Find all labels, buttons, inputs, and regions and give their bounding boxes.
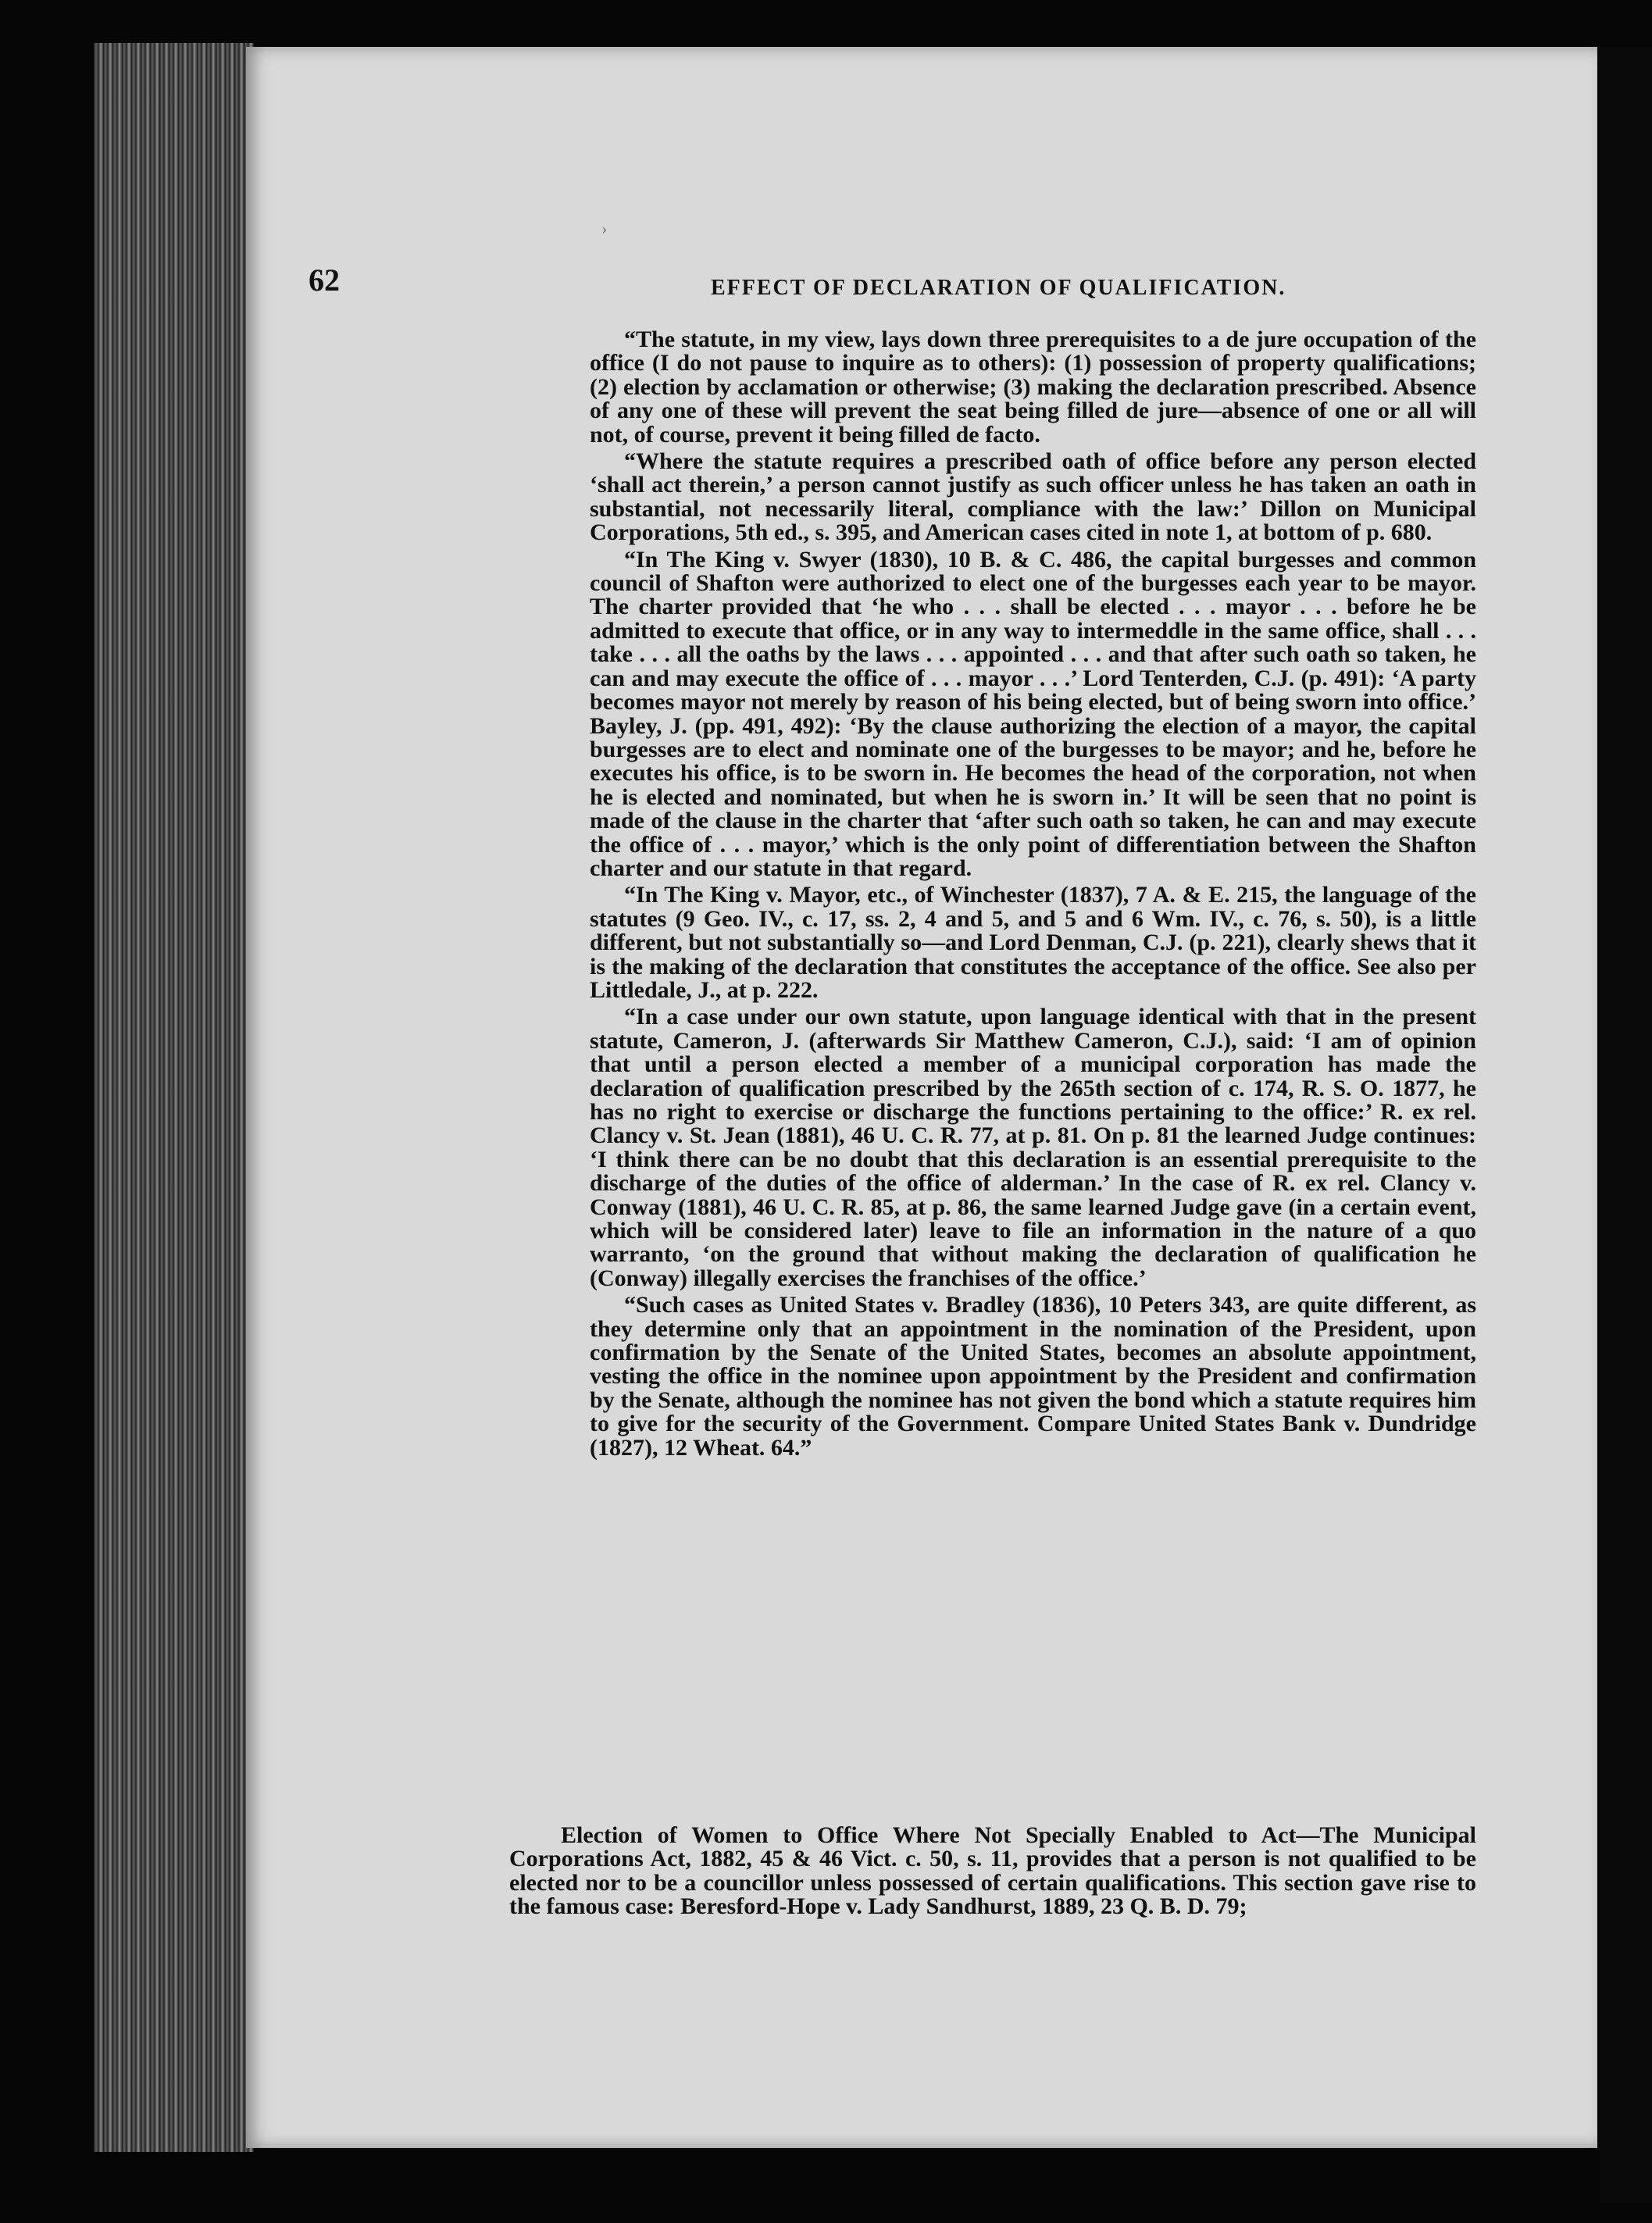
paragraph: “In a case under our own statute, upon language identical with that in the present statute, Cameron, J. (afterwards Sir Matthew Cameron, C.J.), said: ‘I am of opinion that until a person elected a member of a municipal corporation has made the declaration of qualification prescribed by the 265th section of c. 174, R. S. O. 1877, he has no right to exercise or discharge the functions pertaining to the office:’ R. ex rel. Clancy v. St. Jean (1881), 46 U. C. R. 77, at p. 81. On p. 81 the learned Judge continues: ‘I think there can be no doubt that this declaration is an essential prerequisite to the discharge of the duties of the office of alderman.’ In the case of R. ex rel. Clancy v. Conway (1881), 46 U. C. R. 85, at p. 86, the same learned Judge gave (in a certain event, which will be considered later) leave to file an information in the nature of a quo warranto, ‘on the ground that without making the declaration of qualification he (Conway) illegally exercises the franchises of the office.’ xyxy=(590,1004,1476,1291)
book-spine-edge xyxy=(94,43,254,2152)
page-header xyxy=(309,262,1340,309)
section-block xyxy=(509,1824,1476,1919)
paragraph: “In The King v. Mayor, etc., of Winchester (1837), 7 A. & E. 215, the language of the statutes (9 Geo. IV., c. 17, ss. 2, 4 and 5, and 5 and 6 Wm. IV., c. 76, s. 50), is a little different, but not substantially so—and Lord Denman, C.J. (p. 221), clearly shews that it is the making of the declaration that constitutes the acceptance of the office. See also per Littledale, J., at p. 222. xyxy=(590,882,1476,1003)
facing-page-edge xyxy=(1600,47,1652,2203)
paragraph: “In The King v. Swyer (1830), 10 B. & C. 486, the capital burgesses and common council of Shafton were authorized to elect one of the burgesses each year to be mayor. The charter provided that ‘he who . . . shall be elected . . . mayor . . . before he be admitted to execute that office, or in any way to intermeddle in the same office, shall . . . take . . . all the oaths by the laws . . . appointed . . . and that after such oath so taken, he can and may execute the office of . . . mayor . . .’ Lord Tenterden, C.J. (p. 491): ‘A party becomes mayor not merely by reason of his being elected, but of being sworn into office.’ Bayley, J. (pp. 491, 492): ‘By the clause authorizing the election of a mayor, the capital burgesses are to elect and nominate one of the burgesses to be mayor; and he, before he executes his office, is to be sworn in. He becomes the head of the corporation, not when he is elected and nominated, but when he is sworn in.’ It will be seen that no point is made of the clause in the charter that ‘after such oath so taken, he can and may execute the office of . . . mayor,’ which is the only point of differentiation between the Shafton charter and our statute in that regard. xyxy=(590,546,1476,881)
paragraph: “Such cases as United States v. Bradley (1836), 10 Peters 343, are quite different, as they determine only that an appointment in the nomination of the President, upon confirmation by the Senate of the United States, becomes an absolute appointment, vesting the office in the nominee upon appointment by the President and confirmation by the Senate, although the nominee has not given the bond which a statute requires him to give for the security of the Government. Compare United States Bank v. Dundridge (1827), 12 Wheat. 64.” xyxy=(590,1292,1476,1461)
paragraph: “Where the statute requires a prescribed oath of office before any person elected ‘shall act therein,’ a person cannot justify as such officer unless he has taken an oath in substantial, not necessarily literal, compliance with the law:’ Dillon on Municipal Corporations, 5th ed., s. 395, and American cases cited in note 1, at bottom of p. 680. xyxy=(590,448,1476,546)
section-paragraph xyxy=(509,1824,1476,1919)
section-text: —The Municipal Corporations Act, 1882, 45 & 46 Vict. c. 50, s. 11, provides that a person is not qualified to be elected nor to be a councillor unless possessed of certain qualifications. This section gave rise to the famous case: Beresford-Hope v. Lady Sandhurst, 1889, 23 Q. B. D. 79; xyxy=(509,1822,1476,1920)
stray-mark: › xyxy=(601,219,608,238)
running-head: EFFECT OF DECLARATION OF QUALIFICATION. xyxy=(711,276,1286,300)
page-number: 62 xyxy=(309,262,340,298)
section-heading: Election of Women to Office Where Not Specially Enabled to Act xyxy=(561,1822,1297,1848)
body-text xyxy=(590,328,1476,1463)
paragraph: “The statute, in my view, lays down three prerequisites to a de jure occupation of the office (I do not pause to inquire as to others): (1) possession of property qualifications; (2) election by acclamation or otherwise; (3) making the declaration prescribed. Absence of any one of these will prevent the seat being filled de jure—absence of one or all will not, of course, prevent it being filled de facto. xyxy=(590,326,1476,448)
